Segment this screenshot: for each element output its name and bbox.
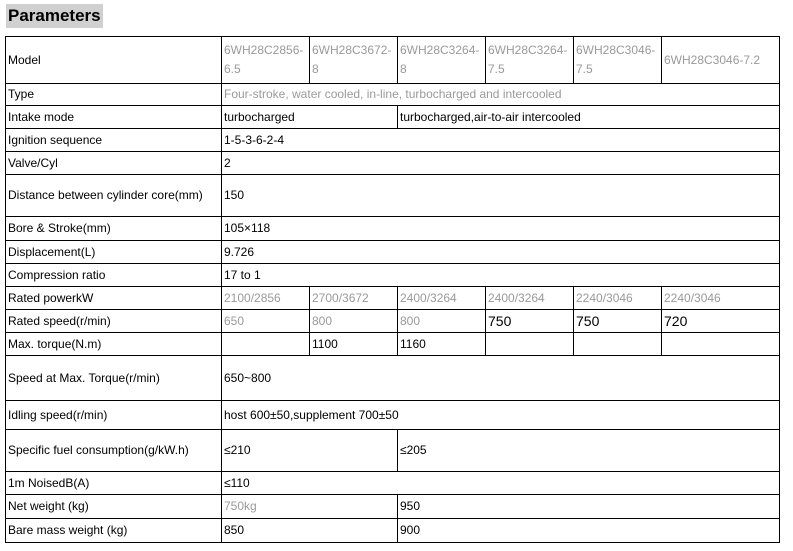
- model-cell: 6WH28C2856-6.5: [222, 37, 310, 84]
- cell-value: 850: [222, 519, 398, 543]
- speed-cell: 800: [398, 310, 486, 333]
- row-label: Bare mass weight (kg): [6, 519, 222, 543]
- table-row-torque: [6, 333, 780, 356]
- torque-cell: [662, 333, 780, 356]
- row-label: Max. torque(N.m): [6, 333, 222, 356]
- row-label: Valve/Cyl: [6, 152, 222, 175]
- row-label: Ignition sequence: [6, 129, 222, 152]
- table-row-bore: [6, 217, 780, 241]
- row-label: Distance between cylinder core(mm): [6, 175, 222, 217]
- table-row-speed: [6, 310, 780, 333]
- cell-value: 9.726: [222, 241, 780, 264]
- cell-value: 150: [222, 175, 780, 217]
- model-cell: 6WH28C3264-7.5: [486, 37, 574, 84]
- row-label: Type: [6, 84, 222, 106]
- row-label: Displacement(L): [6, 241, 222, 264]
- row-label: Rated powerkW: [6, 287, 222, 310]
- power-cell: 2700/3672: [310, 287, 398, 310]
- cell-value: 900: [398, 519, 780, 543]
- row-label: Specific fuel consumption(g/kW.h): [6, 430, 222, 472]
- power-cell: 2400/3264: [486, 287, 574, 310]
- row-label: 1m NoisedB(A): [6, 472, 222, 495]
- table-row-type: [6, 84, 780, 106]
- row-label: Net weight (kg): [6, 495, 222, 519]
- power-cell: 2240/3046: [662, 287, 780, 310]
- page-heading: Parameters: [6, 4, 103, 28]
- table-row-net-weight: [6, 495, 780, 519]
- table-row-noise: [6, 472, 780, 495]
- cell-value: 1-5-3-6-2-4: [222, 129, 780, 152]
- power-cell: 2100/2856: [222, 287, 310, 310]
- torque-cell: [222, 333, 310, 356]
- model-cell: 6WH28C3046-7.2: [662, 37, 780, 84]
- table-row-bare-weight: [6, 519, 780, 543]
- row-label: Bore & Stroke(mm): [6, 217, 222, 241]
- model-cell: 6WH28C3046-7.5: [574, 37, 662, 84]
- table-row-torque-speed: [6, 356, 780, 401]
- row-label: Idling speed(r/min): [6, 401, 222, 430]
- row-label: Compression ratio: [6, 264, 222, 287]
- cell-value: 17 to 1: [222, 264, 780, 287]
- cell-value: ≤205: [398, 430, 780, 472]
- table-row-distance: [6, 175, 780, 217]
- cell-value: ≤110: [222, 472, 780, 495]
- cell-value: turbocharged,air-to-air intercooled: [398, 106, 780, 129]
- row-label: Intake mode: [6, 106, 222, 129]
- speed-cell: 800: [310, 310, 398, 333]
- torque-cell: [574, 333, 662, 356]
- torque-cell: [486, 333, 574, 356]
- table-row-model: [6, 37, 780, 84]
- row-label: Model: [6, 37, 222, 84]
- torque-cell: 1100: [310, 333, 398, 356]
- cell-value: 750kg: [222, 495, 398, 519]
- model-cell: 6WH28C3264-8: [398, 37, 486, 84]
- speed-cell: 650: [222, 310, 310, 333]
- speed-cell: 750: [574, 310, 662, 333]
- table-row-compression: [6, 264, 780, 287]
- row-label: Speed at Max. Torque(r/min): [6, 356, 222, 401]
- table-row-intake: [6, 106, 780, 129]
- cell-value: ≤210: [222, 430, 398, 472]
- parameters-table: [5, 36, 780, 543]
- cell-value: 105×118: [222, 217, 780, 241]
- cell-value: 650~800: [222, 356, 780, 401]
- cell-value: 950: [398, 495, 780, 519]
- table-row-fuel: [6, 430, 780, 472]
- table-row-ignition: [6, 129, 780, 152]
- table-row-power: [6, 287, 780, 310]
- cell-value: host 600±50,supplement 700±50: [222, 401, 780, 430]
- power-cell: 2240/3046: [574, 287, 662, 310]
- table-row-valve: [6, 152, 780, 175]
- table-row-displacement: [6, 241, 780, 264]
- cell-value: Four-stroke, water cooled, in-line, turbocharged and intercooled: [222, 84, 780, 106]
- speed-cell: 750: [486, 310, 574, 333]
- cell-value: turbocharged: [222, 106, 398, 129]
- speed-cell: 720: [662, 310, 780, 333]
- row-label: Rated speed(r/min): [6, 310, 222, 333]
- torque-cell: 1160: [398, 333, 486, 356]
- model-cell: 6WH28C3672-8: [310, 37, 398, 84]
- cell-value: 2: [222, 152, 780, 175]
- table-row-idle: [6, 401, 780, 430]
- power-cell: 2400/3264: [398, 287, 486, 310]
